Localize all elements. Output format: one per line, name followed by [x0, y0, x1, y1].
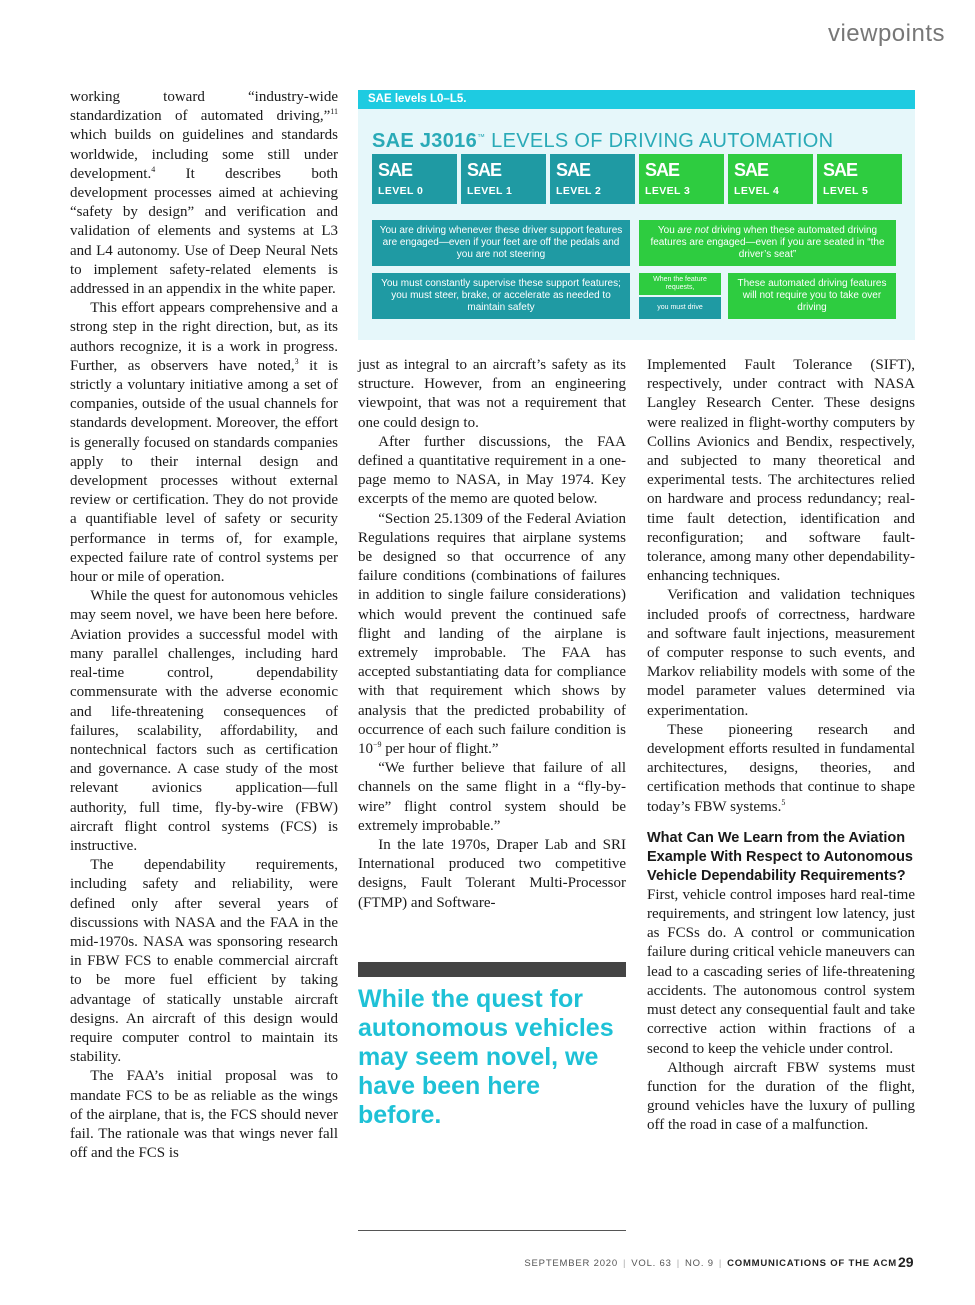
text-column-2 [358, 356, 626, 913]
no-takeover-description: These automated driving features will not require you to take over driving [728, 273, 896, 319]
section-heading: What Can We Learn from the Aviation Example With Respect to Autonomous Vehicle Dependability Requirements? [647, 829, 913, 884]
quoted-paragraph: “We further believe that failure of all channels on the same flight in a “fly-by-wire” flight control system should be extremely improbable.” [358, 760, 626, 834]
driver-support-description: You are driving whenever these driver support features are engaged—even if your feet are off the pedals and you are not steering [372, 220, 630, 266]
text-column-3 [647, 356, 915, 1136]
pull-quote-bar [358, 962, 626, 977]
volume: VOL. 63 [631, 1258, 672, 1269]
page-footer: SEPTEMBER 2020 | VOL. 63 | NO. 9 | COMMUNICATIONS OF THE ACM [524, 1258, 897, 1269]
journal-name: COMMUNICATIONS OF THE ACM [727, 1258, 897, 1269]
paragraph: After further discussions, the FAA defined a quantitative requirement in a one-page memo to NASA, in May 1974. Key excerpts of the memo are quoted below. [358, 433, 626, 508]
paragraph: Although aircraft FBW systems must function for the duration of the flight, ground vehicles have the luxury of pulling off the road in case of a malfunction. [647, 1059, 915, 1134]
paragraph: In the late 1970s, Draper Lab and SRI International produced two competitive designs, Fault Tolerant Multi-Processor (FTMP) and Software- [358, 837, 626, 911]
issue-date: SEPTEMBER 2020 [524, 1258, 618, 1269]
pull-quote-rule [358, 1230, 626, 1231]
page-number: 29 [898, 1254, 914, 1270]
level-2-box: SAE LEVEL 2 [550, 154, 635, 204]
level-3-box: SAE LEVEL 3 [639, 154, 724, 204]
section-header: viewpoints [827, 20, 945, 47]
paragraph: The FAA’s initial proposal was to mandate FCS to be as reliable as the wings of the airplane, that is, the FCS should never fail. The rationale was that wings never fall off and the FCS is [70, 1068, 338, 1162]
paragraph: While the quest for autonomous vehicles may seem novel, we have been here before. Aviation provides a successful model with many parallel challenges, including hard real-time control, dependability commensurate with the adverse economic and life-threatening consequences of failures, scalability, affordability, and nontechnical factors such as certification and governance. A case study of the most relevant avionics application—full authority, full time, fly-by-wire (FBW) aircraft flight control systems (FCS) is instructive. [70, 588, 338, 854]
automated-driving-description: You are not driving when these automated driving features are engaged—even if you are seated in “the driver’s seat” [639, 220, 896, 266]
paragraph: Implemented Fault Tolerance (SIFT), respectively, under contract with NASA Langley Research Center. These designs were realized in flight-worthy computers by Collins Avionics and Bendix, respectively, and subjected to many theoretical and experimental tests. The architectures relied on hardware and process redundancy; real-time fault detection, identification and reconfiguration; and software fault-tolerance, among many other dependability-enhancing techniques. [647, 357, 915, 585]
level-5-box: SAE LEVEL 5 [817, 154, 902, 204]
paragraph: These pioneering research and development efforts resulted in fundamental architectures, designs, theories, and certification methods that continue to shape today’s FBW systems.$^5$ [647, 721, 915, 815]
level-4-box: SAE LEVEL 4 [728, 154, 813, 204]
paragraph: Verification and validation techniques included proofs of correctness, hardware and software fault injections, measurement of computer response to such events, and Markov reliability models with some of the model parameter values determined via experimentation. [647, 587, 915, 719]
supervise-description: You must constantly supervise these support features; you must steer, brake, or accelerate as needed to maintain safety [372, 273, 630, 319]
level-0-box: SAE LEVEL 0 [372, 154, 457, 204]
sae-levels-figure [358, 90, 915, 340]
paragraph: working toward “industry-wide standardization of automated driving,”$^{11}$ which builds on guidelines and standards worldwide, including some still under development.$^4$ It describes both development processes aimed at achieving “safety by design” and verification and validation of elements and systems at L3 and L4 autonomy. Use of Deep Neural Nets to implement safety-related elements is addressed in an appendix in the white paper. [70, 89, 338, 298]
issue-number: NO. 9 [685, 1258, 714, 1269]
pull-quote: While the quest for autonomous vehicles may seem novel, we have been here before. [358, 985, 614, 1129]
level-1-box: SAE LEVEL 1 [461, 154, 546, 204]
paragraph: First, vehicle control imposes hard real-time requirements, and stringent low latency, just as FCSs do. A control or communication failure during critical vehicle maneuvers can lead to a cascading series of life-threatening accidents. The autonomous control system must detect any consequential fault and take corrective action within fractions of a second to keep the vehicle under control. [647, 886, 915, 1057]
feature-requests-label: When the feature requests, [639, 273, 721, 295]
figure-title: SAE J3016™ LEVELS OF DRIVING AUTOMATION [372, 130, 834, 152]
figure-caption: SAE levels L0–L5. [358, 90, 915, 109]
quoted-paragraph: “Section 25.1309 of the Federal Aviation Regulations requires that airplane systems be designed so that occurrence of any failure conditions (combinations of failures in addition to single failure considerations) which would prevent the continued safe flight and landing of the airplane is extremely improbable. The FAA has accepted substantiating data for compliance with that requirement which shows by analysis that the predicted probability of occurrence of each such failure condition is $10^{-9}$ per hour of flight.” [358, 510, 626, 758]
paragraph: The dependability requirements, including safety and reliability, were defined only after several years of discussions with NASA and the FAA in the mid-1970s. NASA was sponsoring research in FBW FCS to enable commercial aircraft to be more fuel efficient by taking advantage of statically unstable aircraft designs. An aircraft of this design would require computer control to maintain its stability. [70, 857, 338, 1066]
you-must-drive-label: you must drive [639, 297, 721, 319]
paragraph: just as integral to an aircraft’s safety as its structure. However, from an engineering viewpoint, that was not a requirement that one could design to. [358, 357, 626, 431]
text-column-1 [70, 88, 338, 1163]
paragraph: This effort appears comprehensive and a strong step in the right direction, but, as its authors recognize, it is a work in progress. Further, as observers have noted,$^3$ it is strictly a voluntary initiative among a set of companies, outside of the usual channels for standards development. Moreover, the effort is generally focused on standards companies apply to their internal design and development processes without external review or certification. They do not provide a quantifiable level of safety or security performance in terms of, for example, expected failure rate of control systems per hour or mile of operation. [70, 300, 338, 586]
